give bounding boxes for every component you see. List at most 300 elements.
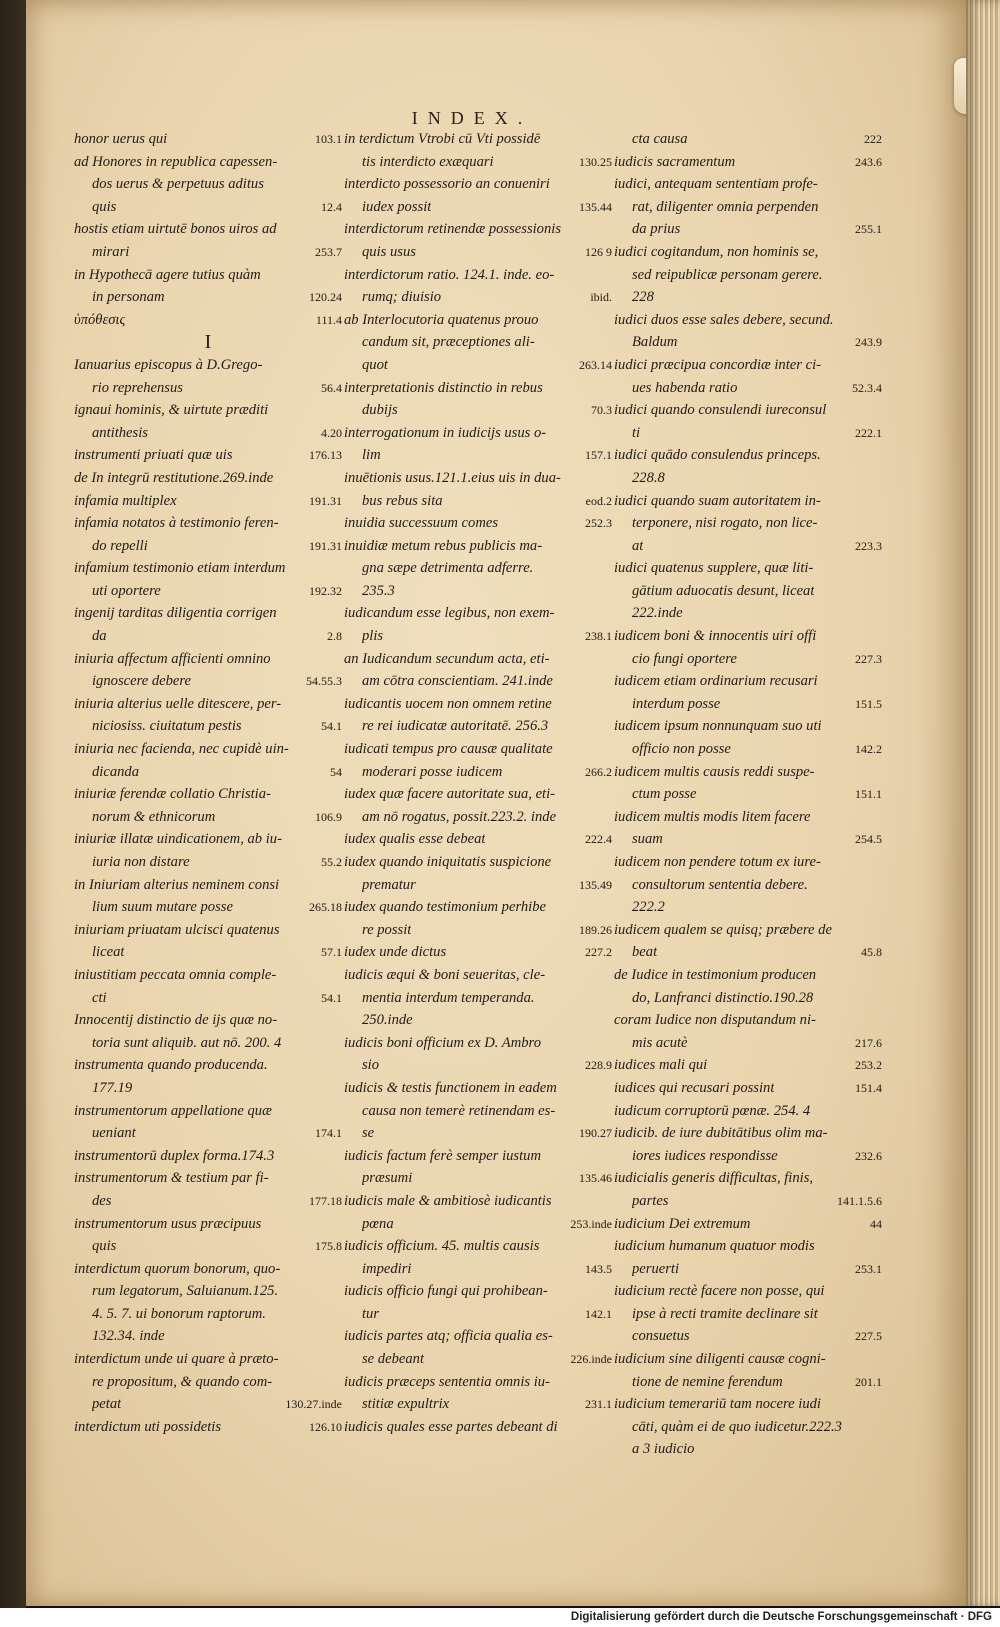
entry-text: iudicis factum ferè semper iustum xyxy=(344,1147,541,1164)
entry-text: 222.inde xyxy=(632,605,683,622)
index-entry xyxy=(614,1213,882,1236)
index-entry xyxy=(344,1054,612,1077)
index-entry xyxy=(614,580,882,603)
entry-text: prematur xyxy=(362,876,416,893)
entry-text: rio reprehensus xyxy=(92,379,183,396)
entry-text: consuetus xyxy=(632,1328,690,1345)
index-entry xyxy=(614,1438,882,1461)
entry-text: coram Iudice non disputandum ni- xyxy=(614,1012,816,1029)
index-entry xyxy=(74,1054,342,1077)
entry-text: interdictum quorum bonorum, quo- xyxy=(74,1260,281,1277)
entry-page-ref: 126 9 xyxy=(585,244,612,259)
index-entry xyxy=(614,1032,882,1055)
entry-page-ref: 253.1 xyxy=(855,1261,882,1276)
entry-text: iniuriæ illatæ uindicationem, ab iu- xyxy=(74,831,282,848)
index-entry xyxy=(74,783,342,806)
entry-page-ref: 222.1 xyxy=(855,425,882,440)
index-entry xyxy=(74,1167,342,1190)
entry-text: iudex quæ facere autoritate sua, eti- xyxy=(344,786,556,803)
entry-text: beat xyxy=(632,944,658,961)
index-entry xyxy=(614,557,882,580)
index-entry xyxy=(344,1190,612,1213)
index-entry xyxy=(74,444,342,467)
entry-text: stitiæ expultrix xyxy=(362,1396,450,1413)
index-entry xyxy=(74,1009,342,1032)
index-entry xyxy=(344,806,612,829)
entry-text: in personam xyxy=(92,289,165,306)
index-entry xyxy=(74,738,342,761)
entry-text: iudicis quales esse partes debeant di xyxy=(344,1418,558,1435)
entry-text: iudicis officio fungi qui prohibean- xyxy=(344,1283,548,1300)
entry-page-ref: 130.25 xyxy=(579,154,612,169)
index-entry xyxy=(614,218,882,241)
index-entry xyxy=(344,286,612,309)
entry-text: iudex possit xyxy=(362,198,432,215)
entry-text: cta causa xyxy=(632,131,688,147)
entry-text: da prius xyxy=(632,221,681,238)
entry-text: quis xyxy=(92,198,117,215)
index-entry xyxy=(344,1416,612,1439)
entry-text: in Hypothecā agere tutius quàm xyxy=(74,266,261,283)
entry-text: iudex unde dictus xyxy=(344,944,447,961)
index-entry xyxy=(344,715,612,738)
index-entry xyxy=(614,286,882,309)
index-entry xyxy=(344,218,612,241)
entry-text: interdicto possessorio an conueniri xyxy=(344,176,550,193)
entry-text: 228.8 xyxy=(632,469,665,486)
index-entry xyxy=(344,1348,612,1371)
entry-text: iudicis officium. 45. multis causis xyxy=(344,1238,540,1255)
entry-page-ref: 120.24 xyxy=(309,290,342,305)
entry-page-ref: 232.6 xyxy=(855,1148,882,1163)
entry-text: suam xyxy=(632,831,663,848)
index-entry xyxy=(74,828,342,851)
index-entry xyxy=(344,1077,612,1100)
entry-page-ref: 190.27 xyxy=(579,1126,612,1141)
index-entry xyxy=(614,919,882,942)
index-entry xyxy=(344,1167,612,1190)
entry-text: iudicium Dei extremum xyxy=(614,1215,751,1232)
entry-text: pœna xyxy=(362,1215,394,1232)
entry-text: da xyxy=(92,628,107,645)
entry-text: iudicem ipsum nonnunquam suo uti xyxy=(614,718,822,735)
entry-page-ref: 54.55.3 xyxy=(306,674,342,689)
index-entry xyxy=(614,1371,882,1394)
index-entry xyxy=(74,625,342,648)
entry-page-ref: 189.26 xyxy=(579,922,612,937)
entry-page-ref: 126.10 xyxy=(309,1419,342,1434)
entry-text: iudicis præceps sententia omnis iu- xyxy=(344,1373,550,1390)
entry-text: iniustitiam peccata omnia comple- xyxy=(74,966,277,983)
index-entry xyxy=(614,467,882,490)
entry-text: infamia multiplex xyxy=(74,492,177,509)
entry-text: iudici quādo consulendus princeps. xyxy=(614,447,821,464)
entry-text: iudicialis generis difficultas, finis, xyxy=(614,1170,814,1187)
entry-text: iudicem non pendere totum ex iure- xyxy=(614,854,821,870)
entry-text: iniuria nec facienda, nec cupidè uin- xyxy=(74,741,289,758)
index-entry xyxy=(344,1235,612,1258)
entry-page-ref: 143.5 xyxy=(585,1261,612,1276)
entry-text: iudicem boni & innocentis uiri offi xyxy=(614,628,817,645)
index-entry xyxy=(344,490,612,513)
entry-text: officio non posse xyxy=(632,741,731,758)
index-entry xyxy=(344,851,612,874)
entry-page-ref: 142.1 xyxy=(585,1306,612,1321)
index-column-2 xyxy=(344,128,612,1435)
entry-page-ref: 222 xyxy=(864,132,882,146)
index-entry xyxy=(614,331,882,354)
index-entry xyxy=(344,354,612,377)
entry-text: interdictum uti possidetis xyxy=(74,1418,222,1435)
index-entry xyxy=(74,1122,342,1145)
index-entry xyxy=(614,1280,882,1303)
index-entry xyxy=(614,1167,882,1190)
index-entry xyxy=(74,286,342,309)
index-entry xyxy=(74,1145,342,1168)
index-entry xyxy=(74,422,342,445)
entry-page-ref: 111.4 xyxy=(315,312,342,327)
entry-page-ref: 135.44 xyxy=(579,199,612,214)
index-entry xyxy=(344,625,612,648)
entry-text: rat, diligenter omnia perpenden xyxy=(632,198,819,215)
index-entry xyxy=(74,512,342,535)
entry-page-ref: 141.1.5.6 xyxy=(837,1193,882,1208)
index-entry xyxy=(74,218,342,241)
entry-text: iudicem qualem se quisq; præbere de xyxy=(614,921,832,938)
entry-text: Baldum xyxy=(632,334,678,351)
entry-text: iudicem multis causis reddi suspe- xyxy=(614,763,815,780)
entry-text: iudici cogitandum, non hominis se, xyxy=(614,243,819,260)
index-entry xyxy=(74,557,342,580)
entry-text: inuidia successuum comes xyxy=(344,515,499,532)
entry-text: iudicati tempus pro causæ qualitate xyxy=(344,741,553,758)
index-entry xyxy=(74,128,342,151)
index-entry xyxy=(344,444,612,467)
entry-text: iudex quando testimonium perhibe xyxy=(344,899,546,916)
entry-text: mirari xyxy=(92,243,130,260)
entry-text: honor uerus qui xyxy=(74,131,168,147)
index-entry xyxy=(344,919,612,942)
index-entry xyxy=(614,1416,882,1439)
entry-text: interrogationum in iudicijs usus o- xyxy=(344,424,547,441)
entry-text: plis xyxy=(362,628,384,645)
index-entry xyxy=(344,964,612,987)
entry-text: ti xyxy=(632,424,641,441)
entry-text: iudicis & testis functionem in eadem xyxy=(344,1079,557,1096)
entry-text: quis usus xyxy=(362,243,416,260)
entry-page-ref: 227.5 xyxy=(855,1329,882,1344)
entry-text: præsumi xyxy=(362,1170,413,1187)
index-entry xyxy=(614,783,882,806)
entry-text: infamium testimonio etiam interdum xyxy=(74,560,286,577)
entry-text: 222.2 xyxy=(632,899,665,916)
index-entry xyxy=(344,1009,612,1032)
index-entry xyxy=(74,1213,342,1236)
index-entry xyxy=(74,399,342,422)
entry-text: instrumentorum & testium par fi- xyxy=(74,1170,269,1187)
entry-page-ref: 175.8 xyxy=(315,1239,342,1254)
index-entry xyxy=(614,761,882,784)
entry-page-ref: 151.5 xyxy=(855,696,882,711)
entry-page-ref: 157.1 xyxy=(585,448,612,463)
entry-text: cio fungi oportere xyxy=(632,650,737,667)
entry-page-ref: 151.4 xyxy=(855,1080,882,1095)
index-entry xyxy=(614,625,882,648)
entry-text: lim xyxy=(362,447,381,464)
index-entry xyxy=(344,648,612,671)
entry-page-ref: 55.2 xyxy=(321,855,342,869)
index-entry xyxy=(614,851,882,874)
index-entry xyxy=(74,241,342,264)
entry-page-ref: 191.31 xyxy=(309,493,342,508)
index-entry xyxy=(74,693,342,716)
index-entry xyxy=(344,941,612,964)
entry-text: ignaui hominis, & uirtute præditi xyxy=(74,402,269,419)
index-entry xyxy=(614,241,882,264)
index-entry xyxy=(74,1190,342,1213)
index-entry xyxy=(344,399,612,422)
index-entry xyxy=(344,896,612,919)
index-entry xyxy=(344,467,612,490)
entry-page-ref: 57.1 xyxy=(321,945,342,960)
index-entry xyxy=(614,196,882,219)
entry-page-ref: 44 xyxy=(870,1216,882,1231)
entry-text: re rei iudicatæ autoritatē. 256.3 xyxy=(362,718,549,735)
index-entry xyxy=(614,1348,882,1371)
index-entry xyxy=(74,196,342,219)
entry-page-ref: 177.18 xyxy=(309,1193,342,1208)
entry-text: tur xyxy=(362,1305,380,1322)
index-entry xyxy=(74,874,342,897)
entry-page-ref: 12.4 xyxy=(321,199,342,214)
entry-text: toria sunt aliquib. aut nō. 200. 4 xyxy=(92,1034,282,1051)
entry-text: moderari posse iudicem xyxy=(362,763,503,780)
entry-text: 132.34. inde xyxy=(92,1328,165,1345)
index-entry xyxy=(614,715,882,738)
entry-text: iudici, antequam sententiam profe- xyxy=(614,176,818,193)
index-entry xyxy=(74,354,342,377)
index-entry xyxy=(614,874,882,897)
index-entry xyxy=(344,1213,612,1236)
index-entry xyxy=(74,309,342,332)
page-header: INDEX. xyxy=(411,108,533,128)
entry-page-ref: 227.2 xyxy=(585,945,612,960)
entry-text: at xyxy=(632,537,644,554)
entry-text: interpretationis distinctio in rebus xyxy=(344,379,543,396)
index-entry xyxy=(344,1258,612,1281)
entry-page-ref: ibid. xyxy=(590,290,612,305)
entry-text: interdictum unde ui quare à præto- xyxy=(74,1351,279,1368)
index-entry xyxy=(344,693,612,716)
entry-text: ipse à recti tramite declinare sit xyxy=(632,1305,818,1322)
entry-page-ref: 222.4 xyxy=(585,832,612,847)
index-entry xyxy=(344,173,612,196)
index-entry xyxy=(74,1416,342,1439)
entry-text: peruerti xyxy=(632,1260,680,1277)
index-entry xyxy=(614,377,882,400)
entry-text: interdictorum retinendæ possessionis xyxy=(344,221,562,238)
entry-text: do repelli xyxy=(92,537,148,554)
entry-text: iniuria affectum afficienti omnino xyxy=(74,650,271,667)
index-entry xyxy=(74,1032,342,1055)
entry-text: iudicandum esse legibus, non exem- xyxy=(344,605,555,622)
entry-page-ref: 254.5 xyxy=(855,832,882,847)
index-entry xyxy=(614,964,882,987)
index-entry xyxy=(614,490,882,513)
index-entry xyxy=(74,535,342,558)
index-entry xyxy=(74,151,342,174)
index-entry xyxy=(74,580,342,603)
entry-text: antithesis xyxy=(92,424,148,441)
index-entry xyxy=(614,987,882,1010)
entry-text: norum & ethnicorum xyxy=(92,808,216,825)
entry-text: instrumenta quando producenda. xyxy=(74,1057,268,1074)
entry-text: instrumentorum usus præcipuus xyxy=(74,1215,262,1232)
index-entry xyxy=(344,738,612,761)
entry-text: interdum posse xyxy=(632,695,721,712)
entry-text: iudicum corruptorū pœnæ. 254. 4 xyxy=(614,1102,811,1119)
entry-text: bus rebus sita xyxy=(362,492,443,509)
entry-text: gna sæpe detrimenta adferre. xyxy=(362,560,534,577)
entry-text: interdictorum ratio. 124.1. inde. eo- xyxy=(344,266,555,283)
index-entry xyxy=(344,1100,612,1123)
index-entry xyxy=(74,851,342,874)
entry-page-ref: 243.6 xyxy=(855,154,882,169)
entry-text: I xyxy=(204,331,212,354)
index-entry xyxy=(614,535,882,558)
index-entry xyxy=(344,151,612,174)
section-letter xyxy=(74,331,342,354)
entry-text: partes xyxy=(632,1192,669,1209)
entry-text: 4. 5. 7. ui bonorum raptorum. xyxy=(92,1305,266,1322)
entry-text: an Iudicandum secundum acta, eti- xyxy=(344,650,550,667)
index-entry xyxy=(344,422,612,445)
index-entry xyxy=(74,806,342,829)
index-entry xyxy=(344,874,612,897)
index-entry xyxy=(614,1100,882,1123)
entry-text: des xyxy=(92,1192,112,1209)
entry-page-ref: 265.18 xyxy=(309,900,342,915)
entry-page-ref: 217.6 xyxy=(855,1035,882,1050)
entry-page-ref: 130.27.inde xyxy=(285,1397,342,1412)
digitization-credit: Digitalisierung gefördert durch die Deutsche Forschungsgemeinschaft · DFG xyxy=(0,1608,1000,1627)
entry-page-ref: 252.3 xyxy=(585,516,612,531)
entry-text: iudicis boni officium ex D. Ambro xyxy=(344,1034,541,1051)
index-entry xyxy=(74,1393,342,1416)
entry-page-ref: 70.3 xyxy=(591,403,612,418)
entry-text: iudicium sine diligenti causæ cogni- xyxy=(614,1351,826,1368)
index-entry xyxy=(74,1100,342,1123)
entry-text: iudicis partes atq; officia qualia es- xyxy=(344,1328,553,1345)
index-entry xyxy=(614,602,882,625)
index-column-1 xyxy=(74,128,342,1435)
entry-text: cti xyxy=(92,989,107,1006)
index-entry xyxy=(74,264,342,287)
entry-text: a 3 iudicio xyxy=(632,1441,695,1458)
entry-text: iudicis sacramentum xyxy=(614,153,736,170)
index-entry xyxy=(614,173,882,196)
index-entry xyxy=(344,241,612,264)
index-entry xyxy=(344,535,612,558)
entry-text: instrumentorum appellatione quæ xyxy=(74,1102,272,1119)
index-entry xyxy=(614,151,882,174)
index-entry xyxy=(614,1077,882,1100)
entry-text: inuētionis usus.121.1.eius uis in dua- xyxy=(344,469,561,486)
index-entry xyxy=(74,1371,342,1394)
index-entry xyxy=(74,1077,342,1100)
entry-page-ref: 263.14 xyxy=(579,357,612,372)
index-entry xyxy=(344,1371,612,1394)
entry-text: ueniant xyxy=(92,1125,136,1142)
entry-text: Ianuarius episcopus à D.Grego- xyxy=(74,356,263,373)
index-entry xyxy=(74,964,342,987)
index-entry xyxy=(344,557,612,580)
index-entry xyxy=(614,1325,882,1348)
index-entry xyxy=(74,941,342,964)
index-entry xyxy=(344,580,612,603)
index-entry xyxy=(614,128,882,151)
entry-text: rumq; diuisio xyxy=(362,289,442,306)
entry-text: sio xyxy=(362,1057,380,1074)
entry-text: am cōtra conscientiam. 241.inde xyxy=(362,673,553,690)
entry-text: 228 xyxy=(632,289,654,306)
index-entry xyxy=(344,309,612,332)
index-entry xyxy=(344,1325,612,1348)
entry-text: re propositum, & quando com- xyxy=(92,1373,273,1390)
entry-text: ctum posse xyxy=(632,786,697,803)
entry-text: de Iudice in testimonium producen xyxy=(614,966,817,983)
index-entry xyxy=(74,919,342,942)
entry-page-ref: 253.2 xyxy=(855,1058,882,1073)
entry-text: ὑπόθεσις xyxy=(74,311,126,328)
entry-text: am nō rogatus, possit.223.2. inde xyxy=(362,808,557,825)
entry-text: ues habenda ratio xyxy=(632,379,738,396)
entry-text: se xyxy=(362,1125,375,1142)
entry-page-ref: 266.2 xyxy=(585,764,612,779)
index-entry xyxy=(344,987,612,1010)
entry-text: iudicium rectè facere non posse, qui xyxy=(614,1283,825,1300)
entry-page-ref: 255.1 xyxy=(855,222,882,237)
entry-text: iuria non distare xyxy=(92,854,190,870)
entry-text: in terdictum Vtrobi cū Vti possidē xyxy=(344,131,541,147)
entry-page-ref: eod.2 xyxy=(585,493,612,508)
entry-page-ref: 231.1 xyxy=(585,1397,612,1412)
entry-text: petat xyxy=(92,1396,122,1413)
index-entry xyxy=(74,602,342,625)
entry-text: in Iniuriam alterius neminem consi xyxy=(74,876,280,893)
entry-text: iores iudices respondisse xyxy=(632,1147,778,1164)
index-entry xyxy=(614,806,882,829)
entry-text: iniuria alterius uelle ditescere, per- xyxy=(74,695,282,712)
index-entry xyxy=(614,1009,882,1032)
index-entry xyxy=(74,377,342,400)
index-entry xyxy=(614,1145,882,1168)
index-entry xyxy=(614,693,882,716)
entry-text: ingenij tarditas diligentia corrigen xyxy=(74,605,277,622)
index-column-3 xyxy=(614,128,882,1458)
entry-text: se debeant xyxy=(362,1351,425,1368)
entry-page-ref: 45.8 xyxy=(861,945,882,960)
index-entry xyxy=(74,896,342,919)
entry-page-ref: 174.1 xyxy=(315,1126,342,1141)
entry-page-ref: 52.3.4 xyxy=(852,380,882,395)
entry-page-ref: 228.9 xyxy=(585,1058,612,1073)
entry-text: gātium aduocatis desunt, liceat xyxy=(632,582,815,599)
entry-text: infamia notatos à testimonio feren- xyxy=(74,515,279,532)
entry-text: quot xyxy=(362,356,388,373)
entry-page-ref: 54.1 xyxy=(321,990,342,1005)
index-entry xyxy=(74,1303,342,1326)
